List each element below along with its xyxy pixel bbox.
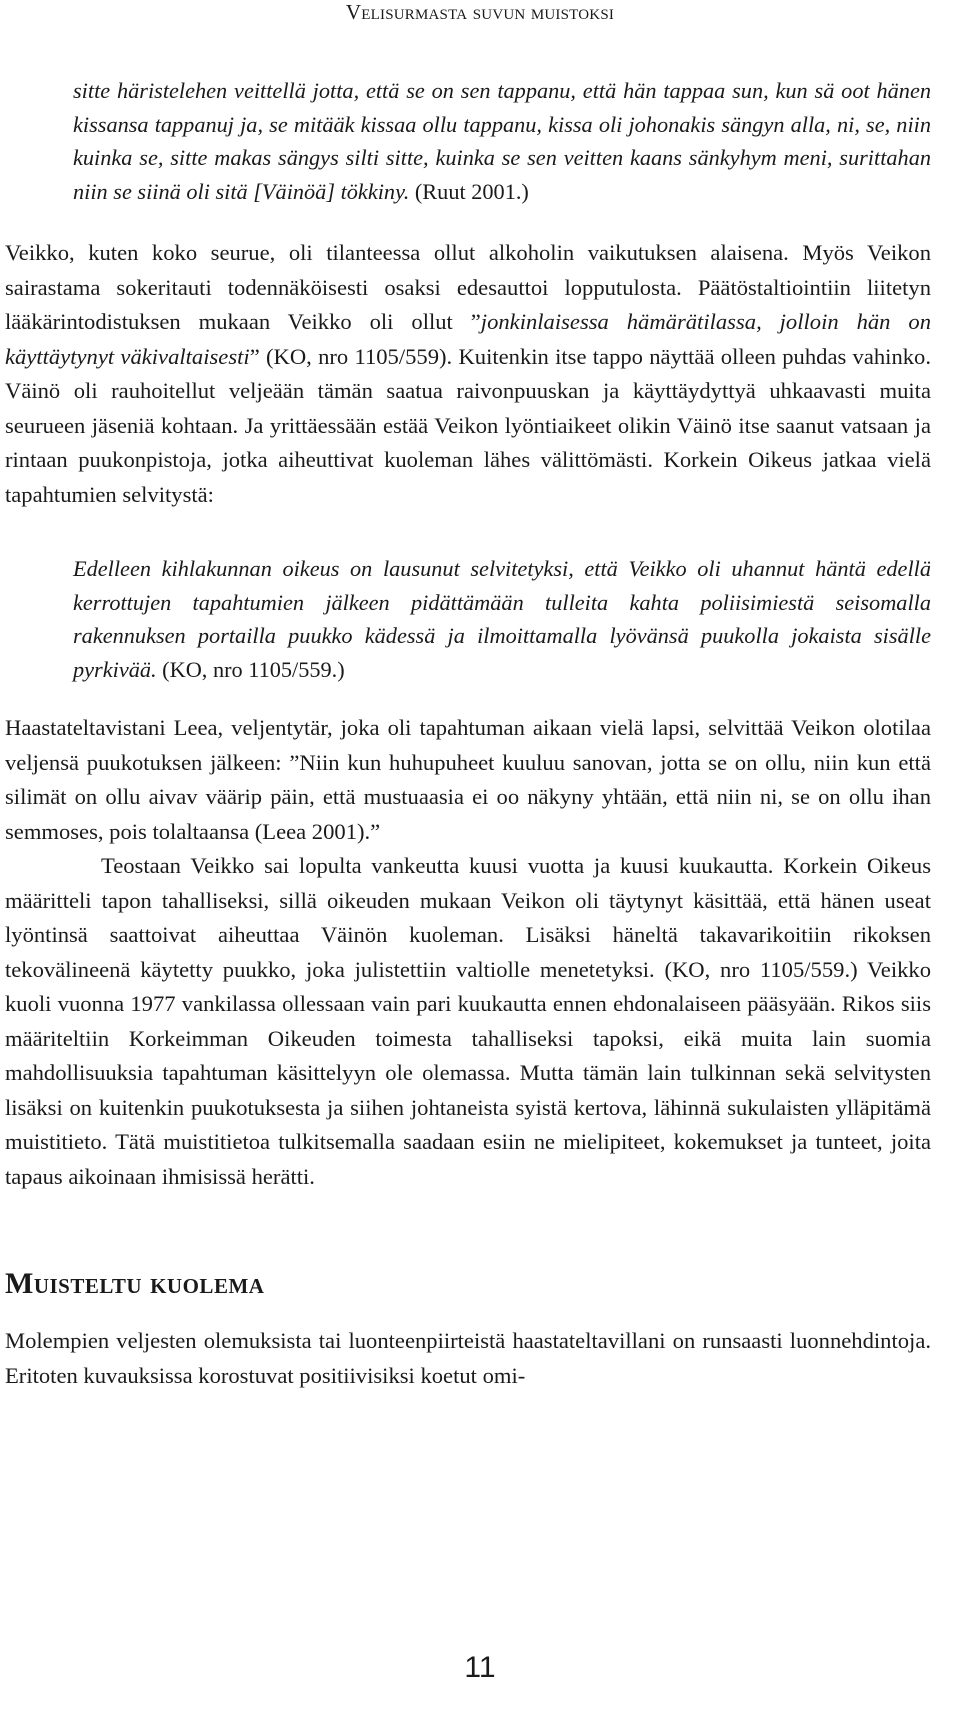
paragraph-intoxication bbox=[5, 236, 931, 512]
quote-text: Edelleen kihlakunnan oikeus on lausunut selvitetyksi, että Veikko oli uhannut häntä edellä kerrottujen tapahtumien jälkeen pidättämään tulleita kahta poliisimiestä seisomalla rakennuksen portailla puukko kädessä ja ilmoittamalla lyövänsä puukolla jokaista sisälle pyrkivää. bbox=[73, 556, 931, 682]
body-text bbox=[5, 74, 931, 1393]
block-quote-interview bbox=[73, 74, 931, 208]
paragraph-sentence: Teostaan Veikko sai lopulta vankeutta kuusi vuotta ja kuusi kuukautta. Korkein Oikeus määritteli tapon tahalliseksi, sillä oikeuden mukaan Veikon oli täytynyt käsittää, että hänen useat lyöntinsä saattoivat aiheuttaa Väinön kuoleman. Lisäksi häneltä takavarikoitiin rikoksen tekovälineenä käytetty puukko, joka julistettiin valtiolle menetetyksi. (KO, nro 1105/559.) Veikko kuoli vuonna 1977 vankilassa ollessaan vain pari kuukautta ennen ehdonalaiseen pääsyään. Rikos siis määriteltiin Korkeimman Oikeuden toimesta tahalliseksi tapoksi, eikä muita lain suomia mahdollisuuksia tapahtuman käsittelyyn ole olemassa. Mutta tämän lain tulkinnan sekä selvitysten lisäksi on kuitenkin puukotuksesta ja siihen johtaneista syistä kertova, lähinnä sukulaisten ylläpitämä muistitieto. Tätä muistitietoa tulkitsemalla saadaan esiin ne mielipiteet, kokemukset ja tunteet, joita tapaus aikoinaan ihmisissä herätti. bbox=[5, 853, 931, 1189]
running-head: Velisurmasta suvun muistoksi bbox=[345, 0, 615, 24]
section-heading: Muisteltu kuolema bbox=[5, 1267, 265, 1300]
paragraph-text-a: Veikko, kuten koko seurue, oli tilanteessa ollut alkoholin vaikutuksen alaisena. Myös Veikon sairastama sokeritauti todennäköisesti osaksi edesauttoi lopputulosta. Päätöstaltiointiin liitetyn lääkärintodistuksen mukaan Veikko oli ollut ” bbox=[5, 240, 931, 334]
paragraph-characterizations: Molempien veljesten olemuksista tai luonteenpiirteistä haastateltavillani on runsaasti luonnehdintoja. Eritoten kuvauksissa korostuvat positiivisiksi koetut omi- bbox=[5, 1328, 931, 1388]
paragraph-italic-citation: jonkinlaisessa hämärätilassa, jolloin hän on käyttäytynyt väkivaltaisesti bbox=[5, 309, 932, 369]
quote-source: (Ruut 2001.) bbox=[409, 178, 529, 204]
quote-text: sitte häristelehen veittellä jotta, että se on sen tappanu, että hän tappaa sun, kun sä oot hänen kissansa tappanuj ja, se mitääk kissaa ollu tappanu, kissa oli johonakis sängyn alla, ni, se, niin kuinka se, sitte makas sängys silti sitte, kuinka se sen veitten kaans sänkyhym meni, surittahan niin se siinä oli sitä [Väinöä] tökkiny. bbox=[73, 78, 931, 204]
block-quote-court bbox=[73, 552, 931, 686]
quote-source: (KO, nro 1105/559.) bbox=[156, 656, 345, 682]
paragraph-text-b: ” (KO, nro 1105/559). Kuitenkin itse tappo näyttää olleen puhdas vahinko. Väinö oli rauhoitellut veljeään tämän saatua raivonpuuskan ja käyttäydyttyä uhkaavasti muita seurueen jäseniä kohtaan. Ja yrittäessään estää Veikon lyöntiaikeet olikin Väinö itse saanut vatsaan ja rintaan puukonpistoja, jotka aiheuttivat kuoleman lähes välittömästi. Korkein Oikeus jatkaa vielä tapahtumien selvitystä: bbox=[5, 343, 931, 507]
paragraph-leea-interview: Haastateltavistani Leea, veljentytär, joka oli tapahtuman aikaan vielä lapsi, selvittää Veikon olotilaa veljensä puukotuksen jälkeen: ”Niin kun huhupuheet kuuluu sanovan, jotta se on ollu, niin kun että silimät on ollu aivav väärip päin, että mustuaasia ei oo näkyny yhtään, että niin ni, se on ollu ihan semmoses, pois tolaltaansa (Leea 2001).” bbox=[5, 715, 931, 844]
page-number: 11 bbox=[464, 1651, 496, 1684]
